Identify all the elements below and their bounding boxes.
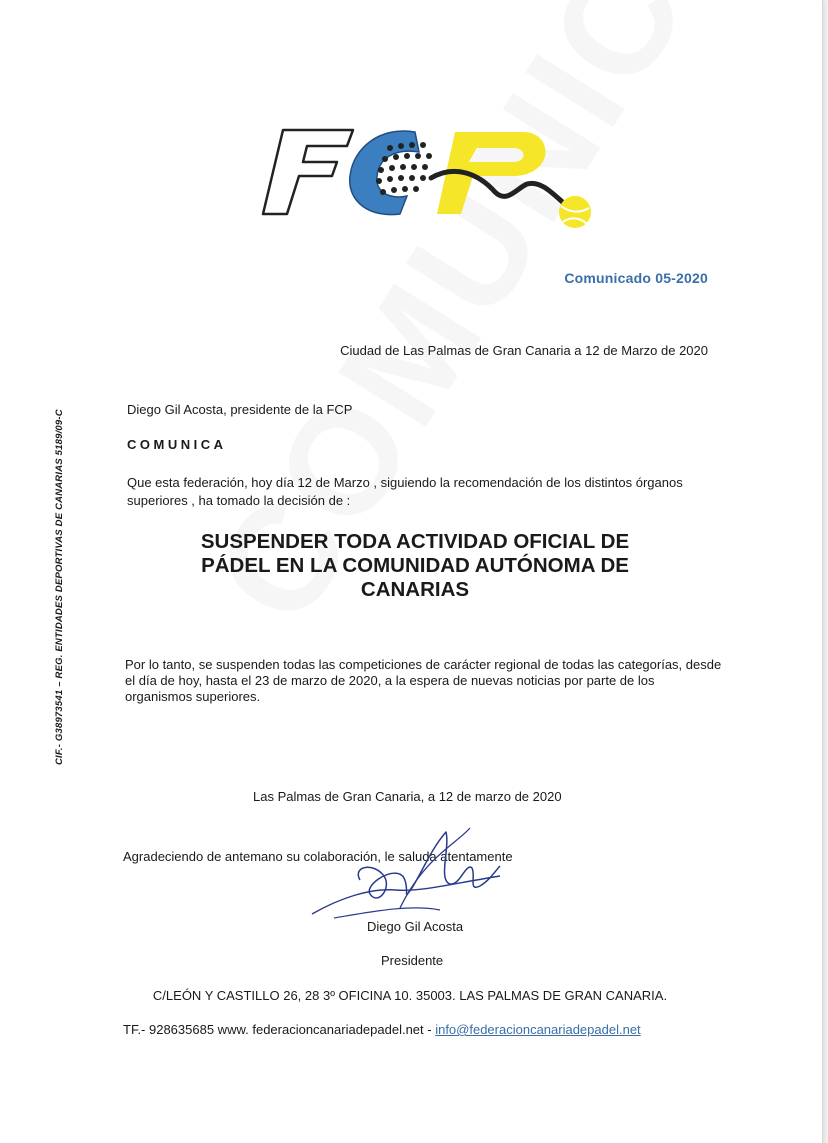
phone-website: TF.- 928635685 www. federacioncanariadepadel.net - xyxy=(123,1022,436,1037)
announcement-headline: SUSPENDER TODA ACTIVIDAD OFICIAL DE PÁDEL EN LA COMUNIDAD AUTÓNOMA DE CANARIAS xyxy=(200,530,630,601)
comunica-heading: COMUNICA xyxy=(127,437,227,452)
handwritten-signature xyxy=(300,818,515,928)
closing-line: Agradeciendo de antemano su colaboración, le saluda atentamente xyxy=(123,849,513,864)
footer-contact xyxy=(123,1022,641,1037)
body-paragraph: Por lo tanto, se suspenden todas las competiciones de carácter regional de todas las categorías, desde el día de hoy, hasta el 23 de marzo de 2020, a la espera de nuevas noticias por parte de los organismos superiores. xyxy=(125,657,722,704)
signer-role: Presidente xyxy=(381,953,444,968)
letter-author: Diego Gil Acosta, presidente de la FCP xyxy=(127,402,353,417)
email-link[interactable]: info@federacioncanariadepadel.net xyxy=(435,1022,641,1037)
communique-number: Comunicado 05-2020 xyxy=(564,270,708,286)
signer-name: Diego Gil Acosta xyxy=(367,919,464,934)
letter-date: Ciudad de Las Palmas de Gran Canaria a 12 de Marzo de 2020 xyxy=(340,343,708,358)
fcp-logo xyxy=(255,118,600,238)
place-date: Las Palmas de Gran Canaria, a 12 de marzo de 2020 xyxy=(253,789,562,804)
side-registration-note: CIF.- G38973541 – REG. ENTIDADES DEPORTIVAS DE CANARIAS 5189/09-C xyxy=(54,409,65,765)
footer-address: C/LEÓN Y CASTILLO 26, 28 3º OFICINA 10. 35003. LAS PALMAS DE GRAN CANARIA. xyxy=(152,988,668,1003)
intro-paragraph: Que esta federación, hoy día 12 de Marzo , siguiendo la recomendación de los distintos órganos superiores , ha tomado la decisión de : xyxy=(127,475,683,508)
